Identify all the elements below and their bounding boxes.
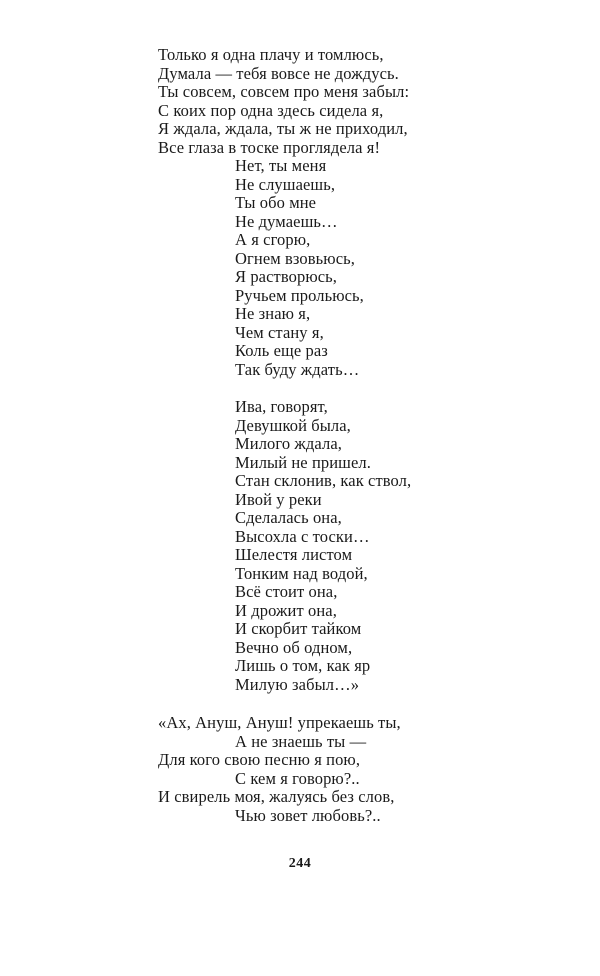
poem-line: Не знаю я, — [235, 304, 311, 323]
poem-line: А я сгорю, — [235, 230, 311, 249]
poem-line: Чью зовет любовь?.. — [235, 805, 381, 825]
poem-line: Нет, ты меня — [235, 156, 327, 175]
poem-line: И свирель моя, жалуясь без слов, — [158, 787, 395, 806]
poem-line: Девушкой была, — [235, 415, 351, 435]
poem-line: Ручьем прольюсь, — [235, 285, 364, 305]
poem-line: Шелестя листом — [235, 545, 353, 564]
poem-line: Сделалась она, — [235, 508, 342, 527]
poem-line: Милую забыл…» — [235, 674, 360, 694]
poem-line: Тонким над водой, — [235, 563, 368, 583]
poem-line: Все глаза в тоске проглядела я! — [158, 137, 381, 157]
poem-line: Думала — тебя вовсе не дождусь. — [158, 63, 399, 83]
poem-line: Для кого свою песню я пою, — [158, 750, 361, 769]
poem-line: Я растворюсь, — [235, 267, 338, 286]
poem-line: Не думаешь… — [235, 211, 338, 231]
poem-line: Коль еще раз — [235, 341, 328, 360]
poem-line: Ива, говорят, — [235, 397, 328, 416]
poem-line: Огнем взовьюсь, — [235, 248, 355, 268]
poem-line: И скорбит тайком — [235, 619, 362, 638]
poem-line: Я ждала, ждала, ты ж не приходил, — [158, 119, 408, 138]
poem-line: Чем стану я, — [235, 322, 324, 342]
page-number: 244 — [288, 856, 312, 871]
poem-line: С коих пор одна здесь сидела я, — [158, 100, 384, 120]
poem-line: Вечно об одном, — [235, 637, 353, 657]
poem-line: Лишь о том, как яр — [235, 656, 371, 675]
poem-line: Ты совсем, совсем про меня забыл: — [158, 82, 410, 101]
poem-line: Ты обо мне — [235, 193, 317, 212]
poem-line: Только я одна плачу и томлюсь, — [158, 45, 384, 64]
poem-line: Стан склонив, как ствол, — [235, 471, 412, 490]
poem-line: А не знаешь ты — — [235, 731, 367, 751]
poem-line: Милого ждала, — [235, 434, 342, 453]
poem-line: Высохла с тоски… — [235, 526, 370, 546]
poem-line: С кем я говорю?.. — [235, 768, 360, 788]
poem-line: Не слушаешь, — [235, 174, 336, 194]
poem-line: «Ах, Ануш, Ануш! упрекаешь ты, — [158, 713, 401, 732]
poem-line: Так буду ждать… — [235, 359, 360, 379]
poem-line: Милый не пришел. — [235, 452, 371, 472]
poem-line: Ивой у реки — [235, 489, 322, 509]
poem-line: Всё стоит она, — [235, 582, 338, 601]
poem-line: И дрожит она, — [235, 600, 337, 620]
